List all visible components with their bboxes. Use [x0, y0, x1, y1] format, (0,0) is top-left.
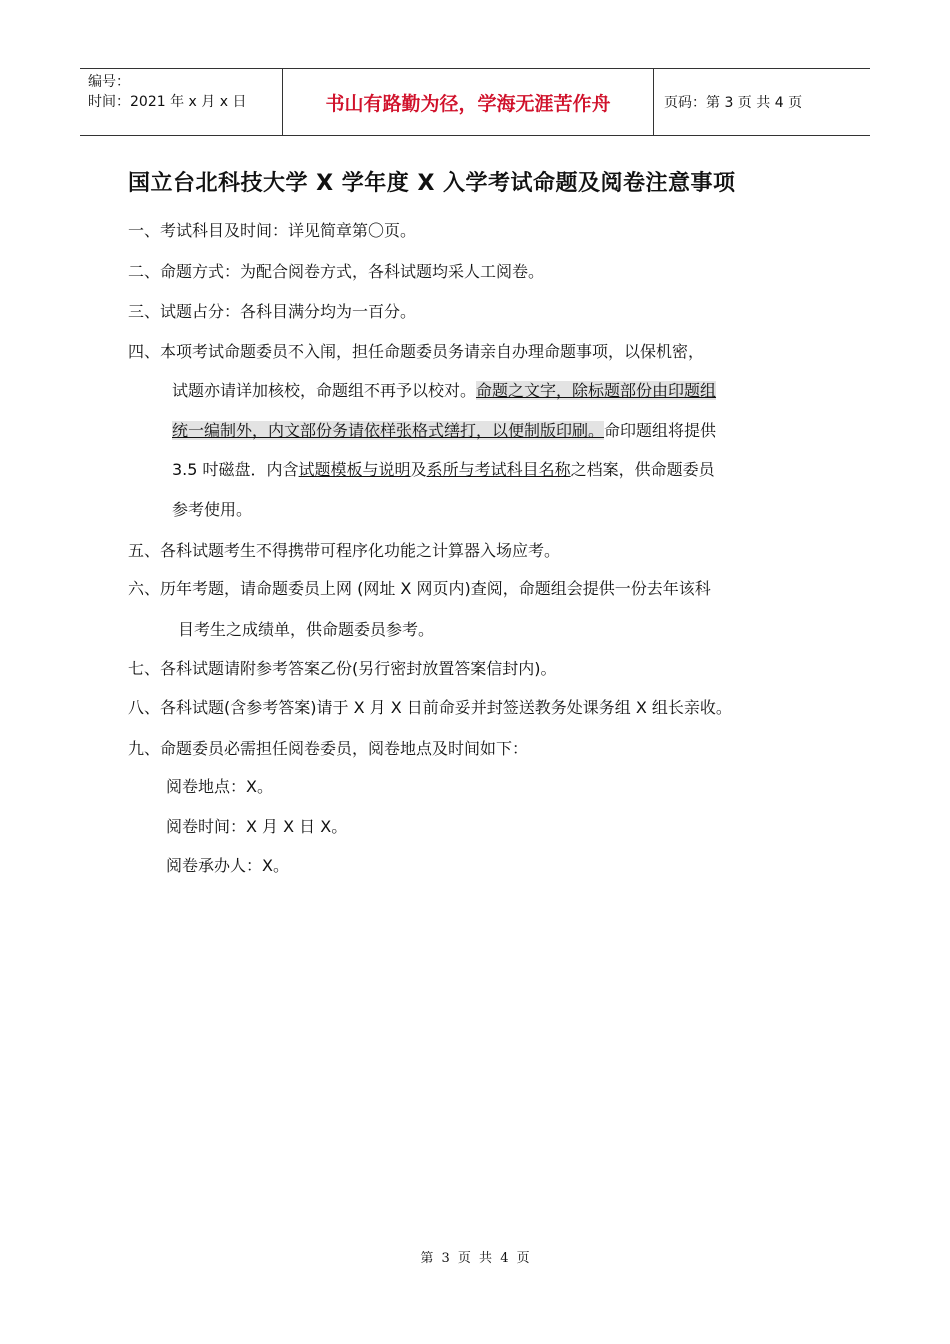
item-2: 二、命题方式：为配合阅卷方式，各科试题均采人工阅卷。 [128, 262, 545, 281]
serial-label: 编号： [88, 74, 130, 90]
item-6-line-2: 目考生之成绩单，供命题委员参考。 [178, 620, 435, 639]
item-6-line-1: 六、历年考题，请命题委员上网 (网址 X 网页内)查阅，命题组会提供一份去年该科 [128, 579, 711, 598]
item-8: 八、各科试题(含参考答案)请于 X 月 X 日前命妥并封签送教务处课务组 X 组长亲收。 [128, 698, 732, 717]
item-4-text: 之档案，供命题委员 [570, 460, 715, 479]
item-4-line-4 [172, 457, 715, 480]
item-5: 五、各科试题考生不得携带可程序化功能之计算器入场应考。 [128, 541, 561, 560]
item-4-line-2 [172, 378, 716, 401]
subject-names-link[interactable]: 系所与考试科目名称 [426, 460, 571, 479]
item-4-text: 3.5 吋磁盘．内含 [172, 460, 299, 479]
time-label: 时间：2021 年 x 月 x 日 [88, 94, 247, 110]
item-4-text: 试题亦请详加核校，命题组不再予以校对。 [172, 381, 477, 400]
header-page-info: 页码：第 3 页 共 4 页 [664, 95, 803, 111]
highlighted-text: 统一编制外，内文部份务请依样张格式缮打，以便制版印刷。 [172, 421, 605, 440]
header-motto: 书山有路勤为径，学海无涯苦作舟 [282, 69, 654, 135]
document-title: 国立台北科技大学 X 学年度 X 入学考试命题及阅卷注意事项 [128, 171, 736, 196]
page-footer: 第 3 页 共 4 页 [420, 1251, 530, 1266]
item-3: 三、试题占分：各科目满分均为一百分。 [128, 302, 417, 321]
highlighted-text: 命题之文字，除标题部份由印题组 [476, 381, 717, 400]
item-7: 七、各科试题请附参考答案乙份(另行密封放置答案信封内)。 [128, 659, 557, 678]
item-1: 一、考试科目及时间：详见简章第〇页。 [128, 221, 417, 240]
item-9: 九、命题委员必需担任阅卷委员，阅卷地点及时间如下： [128, 739, 529, 758]
grading-place: 阅卷地点：X。 [166, 777, 273, 796]
item-4-text: 及 [410, 460, 427, 479]
item-4-line-1: 四、本项考试命题委员不入闱，担任命题委员务请亲自办理命题事项，以保机密， [128, 342, 705, 361]
item-4-line-3 [172, 418, 716, 441]
header-left-cell [80, 69, 282, 135]
page-header [80, 68, 870, 136]
grading-time: 阅卷时间：X 月 X 日 X。 [166, 817, 348, 836]
grading-contact: 阅卷承办人：X。 [166, 856, 289, 875]
item-4-line-5: 参考使用。 [172, 500, 253, 519]
template-link[interactable]: 试题模板与说明 [298, 460, 411, 479]
item-4-text: 命印题组将提供 [604, 421, 717, 440]
